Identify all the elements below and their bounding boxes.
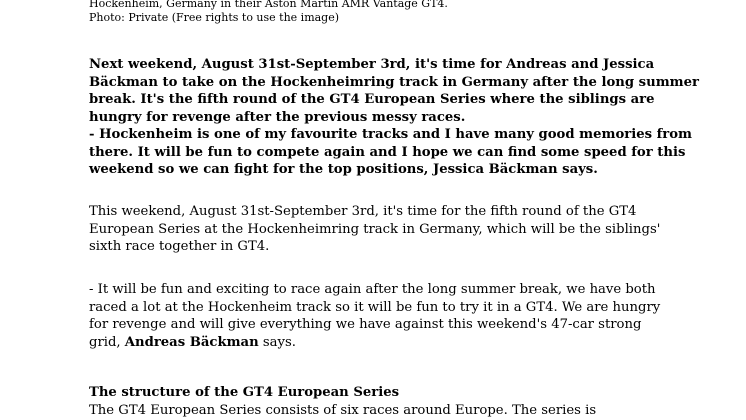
attribution-name: Andreas Bäckman — [124, 334, 259, 350]
lead-quote-line: - Hockenheim is one of my favourite tracks and I have many good memories from — [89, 127, 692, 142]
lead-line: Bäckman to take on the Hockenheimring track in Germany after the long summer — [89, 74, 699, 90]
body-line: sixth race together in GT4. — [89, 239, 270, 255]
body-line: - It will be fun and exciting to race again after the long summer break, we have both — [89, 282, 656, 297]
lead-paragraph — [89, 56, 729, 179]
lead-line: hungry for revenge after the previous messy races. — [89, 109, 466, 125]
attribution-prefix: grid, — [89, 334, 125, 350]
photo-credit: Photo: Private (Free rights to use the image) — [89, 11, 340, 24]
lead-line: Next weekend, August 31st-September 3rd, it's time for Andreas and Jessica — [89, 57, 655, 72]
body-line: for revenge and will give everything we have against this weekend's 47-car strong — [89, 317, 642, 333]
section-heading: The structure of the GT4 European Series — [89, 385, 400, 400]
lead-line: break. It's the fifth round of the GT4 European Series where the siblings are — [89, 92, 655, 107]
body-paragraph-2 — [89, 281, 729, 351]
body-line: European Series at the Hockenheimring track in Germany, which will be the siblings' — [89, 221, 661, 237]
body-line: This weekend, August 31st-September 3rd, it's time for the fifth round of the GT4 — [89, 204, 637, 219]
photo-caption: Hockenheim, Germany in their Aston Martin AMR Vantage GT4. — [89, 0, 448, 10]
body-line: raced a lot at the Hockenheim track so it will be fun to try it in a GT4. We are hungry — [89, 299, 661, 315]
lead-quote-line: there. It will be fun to compete again and I hope we can find some speed for this — [89, 144, 686, 160]
lead-quote-line: weekend so we can fight for the top positions, Jessica Bäckman says. — [89, 162, 598, 177]
body-paragraph-1 — [89, 203, 729, 256]
section-text: The GT4 European Series consists of six races around Europe. The series is — [89, 403, 597, 418]
attribution-suffix: says. — [258, 334, 296, 350]
body-line-attribution — [89, 334, 729, 352]
